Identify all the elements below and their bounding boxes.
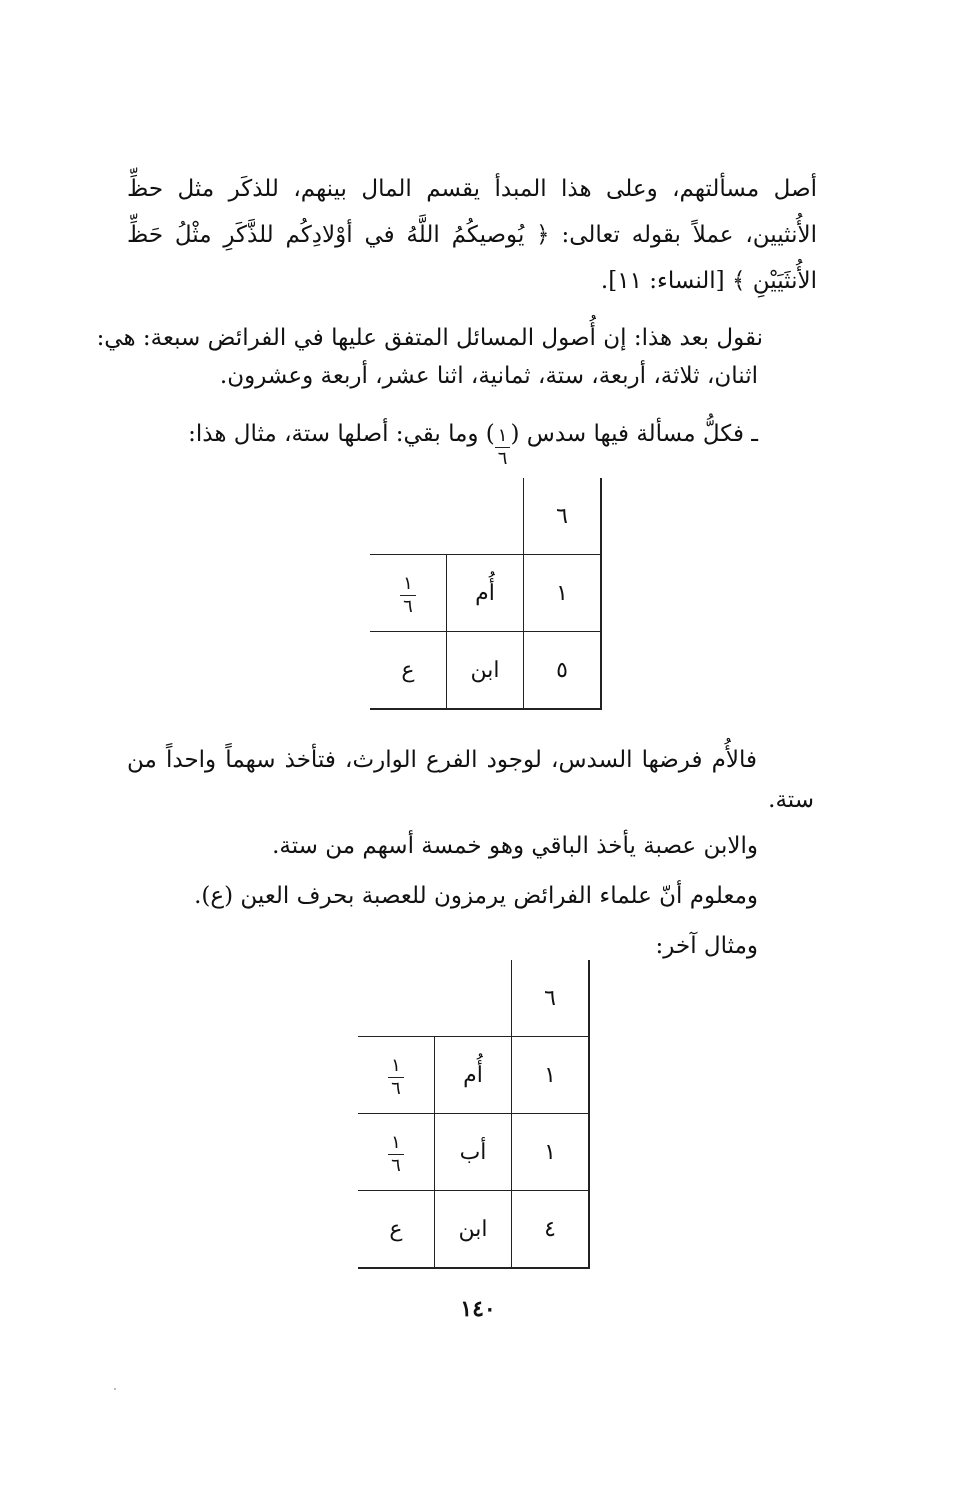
table-row-base bbox=[370, 478, 601, 555]
intro-line-1: نقول بعد هذا: إن أُصول المسائل المتفق عليها في الفرائض سبعة: هي: bbox=[96, 325, 763, 351]
empty-cell bbox=[435, 960, 512, 1037]
paragraph-inheritance-rule: أصل مسألتهم، وعلى هذا المبدأ يقسم المال بينهم، للذكَر مثل حظِّ الأُنثيين، عملاً بقوله تعالى: ﴿ يُوصيكُمُ اللَّهُ في أوْلادِكُم للذَّكَرِ مثْلُ حَظِّ الأُنثَيَيْنِ ﴾ [النساء: ١١]. bbox=[127, 176, 817, 294]
table-row bbox=[358, 1191, 589, 1269]
asaba-mark-cell: ع bbox=[358, 1191, 435, 1269]
share-cell: ١ bbox=[524, 555, 602, 632]
share-cell: ٤ bbox=[512, 1191, 590, 1269]
base-cell: ٦ bbox=[524, 478, 602, 555]
fraction-cell bbox=[358, 1037, 435, 1114]
intro-line-2: اثنان، ثلاثة، أربعة، ستة، ثمانية، اثنا عشر، أربعة وعشرون. bbox=[219, 363, 758, 389]
empty-corner bbox=[358, 960, 435, 1037]
heir-cell: أُم bbox=[447, 555, 524, 632]
empty-corner bbox=[370, 478, 447, 555]
fraction-numerator: ١ bbox=[495, 427, 511, 448]
fraction-one-sixth: $\frac{١}{٦}$ bbox=[388, 1057, 404, 1098]
base-cell: ٦ bbox=[512, 960, 590, 1037]
empty-cell bbox=[447, 478, 524, 555]
rule-suffix: ) وما بقي: أصلها ستة، مثال هذا: bbox=[188, 421, 495, 447]
fraction-one-sixth: $\frac{١}{٦}$ bbox=[400, 575, 416, 616]
table-row bbox=[358, 1037, 589, 1114]
fraction-cell bbox=[370, 555, 447, 632]
asaba-symbol-line: ومعلوم أنّ علماء الفرائض يرمزون للعصبة بحرف العين (ع). bbox=[194, 883, 758, 909]
rule-sixth-line bbox=[188, 414, 758, 468]
scan-speck bbox=[114, 1388, 116, 1390]
son-residue-line: والابن عصبة يأخذ الباقي وهو خمسة أسهم من ستة. bbox=[272, 833, 758, 859]
fraction-denominator: ٦ bbox=[497, 448, 508, 469]
fraction-cell bbox=[358, 1114, 435, 1191]
inheritance-table-1 bbox=[370, 478, 602, 710]
heir-cell: أب bbox=[435, 1114, 512, 1191]
table-row bbox=[358, 1114, 589, 1191]
table-row bbox=[370, 555, 601, 632]
share-cell: ١ bbox=[512, 1037, 590, 1114]
asaba-mark-cell: ع bbox=[370, 632, 447, 710]
explain-line-1: فالأُم فرضها السدس، لوجود الفرع الوارث، فتأخذ سهماً واحداً من bbox=[127, 747, 757, 773]
share-cell: ١ bbox=[512, 1114, 590, 1191]
heir-cell: ابن bbox=[435, 1191, 512, 1269]
explain-line-2: ستة. bbox=[768, 787, 814, 813]
heir-cell: أُم bbox=[435, 1037, 512, 1114]
another-example-label: ومثال آخر: bbox=[655, 933, 758, 959]
heir-cell: ابن bbox=[447, 632, 524, 710]
share-cell: ٥ bbox=[524, 632, 602, 710]
table-row bbox=[370, 632, 601, 710]
rule-prefix: ـ فكلُّ مسألة فيها سدس ( bbox=[510, 421, 758, 447]
fraction-one-sixth bbox=[495, 427, 511, 468]
inheritance-table-2 bbox=[358, 960, 590, 1269]
fraction-one-sixth: $\frac{١}{٦}$ bbox=[388, 1134, 404, 1175]
page-number: ١٤٠ bbox=[460, 1296, 496, 1322]
table-row-base bbox=[358, 960, 589, 1037]
